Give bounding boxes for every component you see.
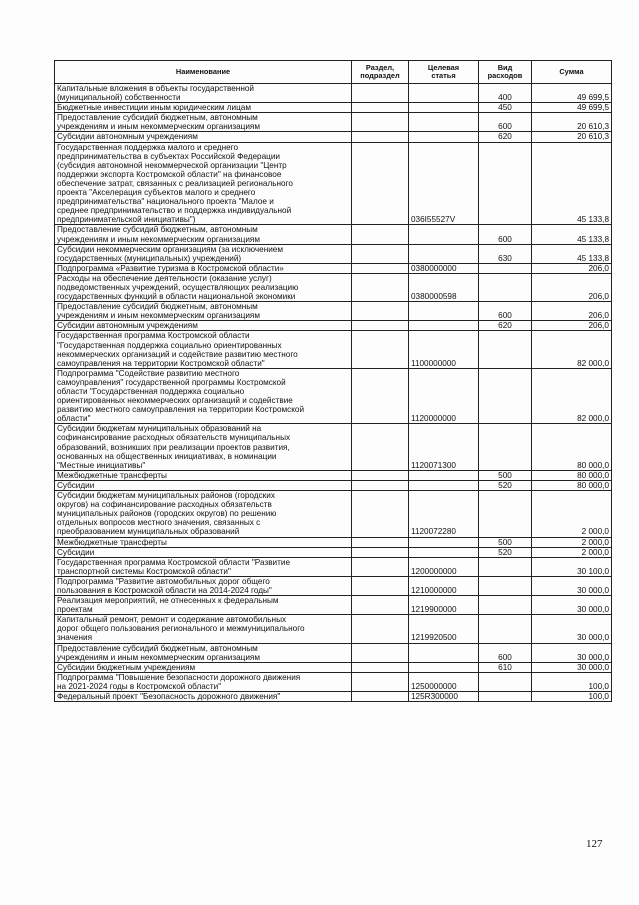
row-section-cell: [352, 643, 409, 662]
header-kind: Вид расходов: [479, 61, 532, 84]
row-target-cell: 1210000000: [409, 576, 479, 595]
table-row: [55, 557, 612, 576]
table-row: [55, 662, 612, 672]
row-kind-cell: [479, 142, 532, 225]
row-name-cell: Субсидии бюджетным учреждениям: [55, 662, 352, 672]
row-target-cell: 1219900000: [409, 596, 479, 615]
row-name-cell: Государственная программа Костромской области "Государственная поддержка социально ориентированных некоммерческих организаций и содействие развитию местного самоуправления на территории Костромской области": [55, 331, 352, 368]
table-row: [55, 302, 612, 321]
row-section-cell: [352, 113, 409, 132]
row-kind-cell: 500: [479, 537, 532, 547]
row-sum-cell: 30 000,0: [532, 596, 612, 615]
row-kind-cell: 600: [479, 113, 532, 132]
row-name-cell: Подпрограмма "Развитие автомобильных дорог общего пользования в Костромской области на 2014-2024 годы": [55, 576, 352, 595]
row-sum-cell: 82 000,0: [532, 368, 612, 424]
table-row: [55, 470, 612, 480]
row-section-cell: [352, 470, 409, 480]
row-sum-cell: 45 133,8: [532, 225, 612, 244]
row-kind-cell: [479, 615, 532, 643]
table-row: [55, 615, 612, 643]
row-target-cell: [409, 643, 479, 662]
row-name-cell: Субсидии автономным учреждениям: [55, 321, 352, 331]
row-target-cell: 036I55527V: [409, 142, 479, 225]
row-sum-cell: 206,0: [532, 321, 612, 331]
header-target: Целевая статья: [409, 61, 479, 84]
row-sum-cell: 20 610,3: [532, 132, 612, 142]
row-sum-cell: 20 610,3: [532, 113, 612, 132]
row-name-cell: Подпрограмма "Повышение безопасности дорожного движения на 2021-2024 годы в Костромской области": [55, 672, 352, 691]
row-section-cell: [352, 672, 409, 691]
row-sum-cell: 2 000,0: [532, 491, 612, 537]
row-kind-cell: [479, 331, 532, 368]
row-name-cell: Субсидии автономным учреждениям: [55, 132, 352, 142]
row-target-cell: [409, 113, 479, 132]
row-name-cell: Предоставление субсидий бюджетным, автономным учреждениям и иным некоммерческим организациям: [55, 643, 352, 662]
row-target-cell: 1120072280: [409, 491, 479, 537]
row-kind-cell: 600: [479, 643, 532, 662]
table-row: [55, 491, 612, 537]
table-body: [55, 84, 612, 702]
row-name-cell: Предоставление субсидий бюджетным, автономным учреждениям и иным некоммерческим организациям: [55, 113, 352, 132]
table-row: [55, 537, 612, 547]
table-row: [55, 321, 612, 331]
row-sum-cell: 49 699,5: [532, 84, 612, 103]
row-section-cell: [352, 557, 409, 576]
table-row: [55, 273, 612, 301]
row-section-cell: [352, 537, 409, 547]
row-sum-cell: 100,0: [532, 692, 612, 702]
row-target-cell: [409, 132, 479, 142]
row-name-cell: Межбюджетные трансферты: [55, 537, 352, 547]
row-sum-cell: 2 000,0: [532, 537, 612, 547]
row-name-cell: Предоставление субсидий бюджетным, автономным учреждениям и иным некоммерческим организациям: [55, 302, 352, 321]
row-name-cell: Субсидии: [55, 547, 352, 557]
page-number: 127: [586, 838, 603, 850]
row-kind-cell: [479, 273, 532, 301]
row-target-cell: 1120000000: [409, 368, 479, 424]
table-row: [55, 547, 612, 557]
table-row: [55, 84, 612, 103]
header-name: Наименование: [55, 61, 352, 84]
table-row: [55, 113, 612, 132]
row-kind-cell: [479, 368, 532, 424]
row-kind-cell: [479, 576, 532, 595]
row-section-cell: [352, 596, 409, 615]
row-target-cell: 0380000598: [409, 273, 479, 301]
row-sum-cell: 2 000,0: [532, 547, 612, 557]
row-section-cell: [352, 225, 409, 244]
row-sum-cell: 100,0: [532, 672, 612, 691]
row-name-cell: Предоставление субсидий бюджетным, автономным учреждениям и иным некоммерческим организациям: [55, 225, 352, 244]
row-kind-cell: [479, 596, 532, 615]
row-sum-cell: 30 000,0: [532, 615, 612, 643]
row-kind-cell: [479, 692, 532, 702]
row-name-cell: Субсидии: [55, 480, 352, 490]
table-row: [55, 672, 612, 691]
row-kind-cell: [479, 263, 532, 273]
table-row: [55, 225, 612, 244]
row-section-cell: [352, 424, 409, 470]
row-name-cell: Федеральный проект "Безопасность дорожного движения": [55, 692, 352, 702]
row-kind-cell: 600: [479, 302, 532, 321]
row-name-cell: Расходы на обеспечение деятельности (оказание услуг) подведомственных учреждений, осуществляющих реализацию государственных функций в области национальной экономики: [55, 273, 352, 301]
row-name-cell: Бюджетные инвестиции иным юридическим лицам: [55, 103, 352, 113]
row-sum-cell: 80 000,0: [532, 424, 612, 470]
row-name-cell: Подпрограмма "Содействие развитию местного самоуправления" государственной программы Костромской области "Государственная поддержка социально ориентированных некоммерческих организаций и содействие развитию местного самоуправления на территории Костромской области": [55, 368, 352, 424]
row-section-cell: [352, 547, 409, 557]
row-section-cell: [352, 84, 409, 103]
row-sum-cell: 80 000,0: [532, 480, 612, 490]
row-sum-cell: 30 100,0: [532, 557, 612, 576]
row-section-cell: [352, 273, 409, 301]
table-row: [55, 103, 612, 113]
row-target-cell: 125R300000: [409, 692, 479, 702]
table-row: [55, 424, 612, 470]
row-section-cell: [352, 132, 409, 142]
row-section-cell: [352, 615, 409, 643]
table-row: [55, 692, 612, 702]
row-sum-cell: 206,0: [532, 302, 612, 321]
row-name-cell: Государственная поддержка малого и среднего предпринимательства в субъектах Российской Федерации (субсидия автономной некоммерческой организации "Центр поддержки экспорта Костромской области" на финансовое обеспечение затрат, связанных с реализацией регионального проекта "Акселерация субъектов малого и среднего предпринимательства" национального проекта "Малое и среднее предпринимательство и поддержка индивидуальной предпринимательской инициативы"): [55, 142, 352, 225]
row-name-cell: Государственная программа Костромской области "Развитие транспортной системы Костромской области": [55, 557, 352, 576]
row-kind-cell: 500: [479, 470, 532, 480]
header-section: Раздел, подраздел: [352, 61, 409, 84]
row-sum-cell: 206,0: [532, 263, 612, 273]
table-row: [55, 142, 612, 225]
row-sum-cell: 49 699,5: [532, 103, 612, 113]
row-target-cell: [409, 225, 479, 244]
row-name-cell: Субсидии некоммерческим организациям (за исключением государственных (муниципальных) учреждений): [55, 244, 352, 263]
table-row: [55, 244, 612, 263]
row-kind-cell: 600: [479, 225, 532, 244]
row-name-cell: Реализация мероприятий, не отнесенных к федеральным проектам: [55, 596, 352, 615]
row-kind-cell: 400: [479, 84, 532, 103]
row-kind-cell: 630: [479, 244, 532, 263]
row-target-cell: 1219920500: [409, 615, 479, 643]
row-target-cell: 1120071300: [409, 424, 479, 470]
row-target-cell: [409, 84, 479, 103]
row-section-cell: [352, 263, 409, 273]
row-kind-cell: [479, 491, 532, 537]
row-sum-cell: 30 000,0: [532, 662, 612, 672]
table-header-row: [55, 61, 612, 84]
row-kind-cell: 620: [479, 321, 532, 331]
row-sum-cell: 45 133,8: [532, 142, 612, 225]
row-target-cell: [409, 470, 479, 480]
row-name-cell: Подпрограмма «Развитие туризма в Костромской области»: [55, 263, 352, 273]
row-section-cell: [352, 244, 409, 263]
row-name-cell: Субсидии бюджетам муниципальных образований на софинансирование расходных обязательств муниципальных образований, возникших при реализации проектов развития, основанных на общественных инициативах, в номинации "Местные инициативы": [55, 424, 352, 470]
row-section-cell: [352, 662, 409, 672]
row-section-cell: [352, 321, 409, 331]
table-row: [55, 576, 612, 595]
row-name-cell: Капитальные вложения в объекты государственной (муниципальной) собственности: [55, 84, 352, 103]
row-target-cell: [409, 103, 479, 113]
row-kind-cell: 520: [479, 547, 532, 557]
row-sum-cell: 206,0: [532, 273, 612, 301]
row-target-cell: 1250000000: [409, 672, 479, 691]
row-section-cell: [352, 331, 409, 368]
row-section-cell: [352, 692, 409, 702]
row-kind-cell: [479, 424, 532, 470]
row-section-cell: [352, 302, 409, 321]
row-section-cell: [352, 576, 409, 595]
row-target-cell: 1100000000: [409, 331, 479, 368]
row-target-cell: 0380000000: [409, 263, 479, 273]
row-kind-cell: 610: [479, 662, 532, 672]
row-kind-cell: 450: [479, 103, 532, 113]
row-section-cell: [352, 142, 409, 225]
row-kind-cell: 520: [479, 480, 532, 490]
row-target-cell: [409, 302, 479, 321]
row-section-cell: [352, 103, 409, 113]
table-row: [55, 596, 612, 615]
header-sum: Сумма: [532, 61, 612, 84]
budget-table: [54, 60, 612, 702]
row-sum-cell: 30 000,0: [532, 643, 612, 662]
row-target-cell: [409, 244, 479, 263]
row-target-cell: 1200000000: [409, 557, 479, 576]
row-section-cell: [352, 368, 409, 424]
row-name-cell: Капитальный ремонт, ремонт и содержание автомобильных дорог общего пользования регионального и межмуниципального значения: [55, 615, 352, 643]
row-kind-cell: 620: [479, 132, 532, 142]
row-kind-cell: [479, 672, 532, 691]
row-sum-cell: 82 000,0: [532, 331, 612, 368]
table-row: [55, 643, 612, 662]
row-target-cell: [409, 537, 479, 547]
row-target-cell: [409, 547, 479, 557]
table-row: [55, 331, 612, 368]
row-target-cell: [409, 480, 479, 490]
table-row: [55, 132, 612, 142]
table-row: [55, 263, 612, 273]
row-target-cell: [409, 662, 479, 672]
row-section-cell: [352, 480, 409, 490]
row-target-cell: [409, 321, 479, 331]
row-name-cell: Межбюджетные трансферты: [55, 470, 352, 480]
row-sum-cell: 45 133,8: [532, 244, 612, 263]
row-section-cell: [352, 491, 409, 537]
table-row: [55, 368, 612, 424]
row-name-cell: Субсидии бюджетам муниципальных районов (городских округов) на софинансирование расходных обязательств муниципальных районов (городских округов) по решению отдельных вопросов местного значения, связанных с преобразованием муниципальных образований: [55, 491, 352, 537]
row-kind-cell: [479, 557, 532, 576]
table-row: [55, 480, 612, 490]
row-sum-cell: 30 000,0: [532, 576, 612, 595]
row-sum-cell: 80 000,0: [532, 470, 612, 480]
